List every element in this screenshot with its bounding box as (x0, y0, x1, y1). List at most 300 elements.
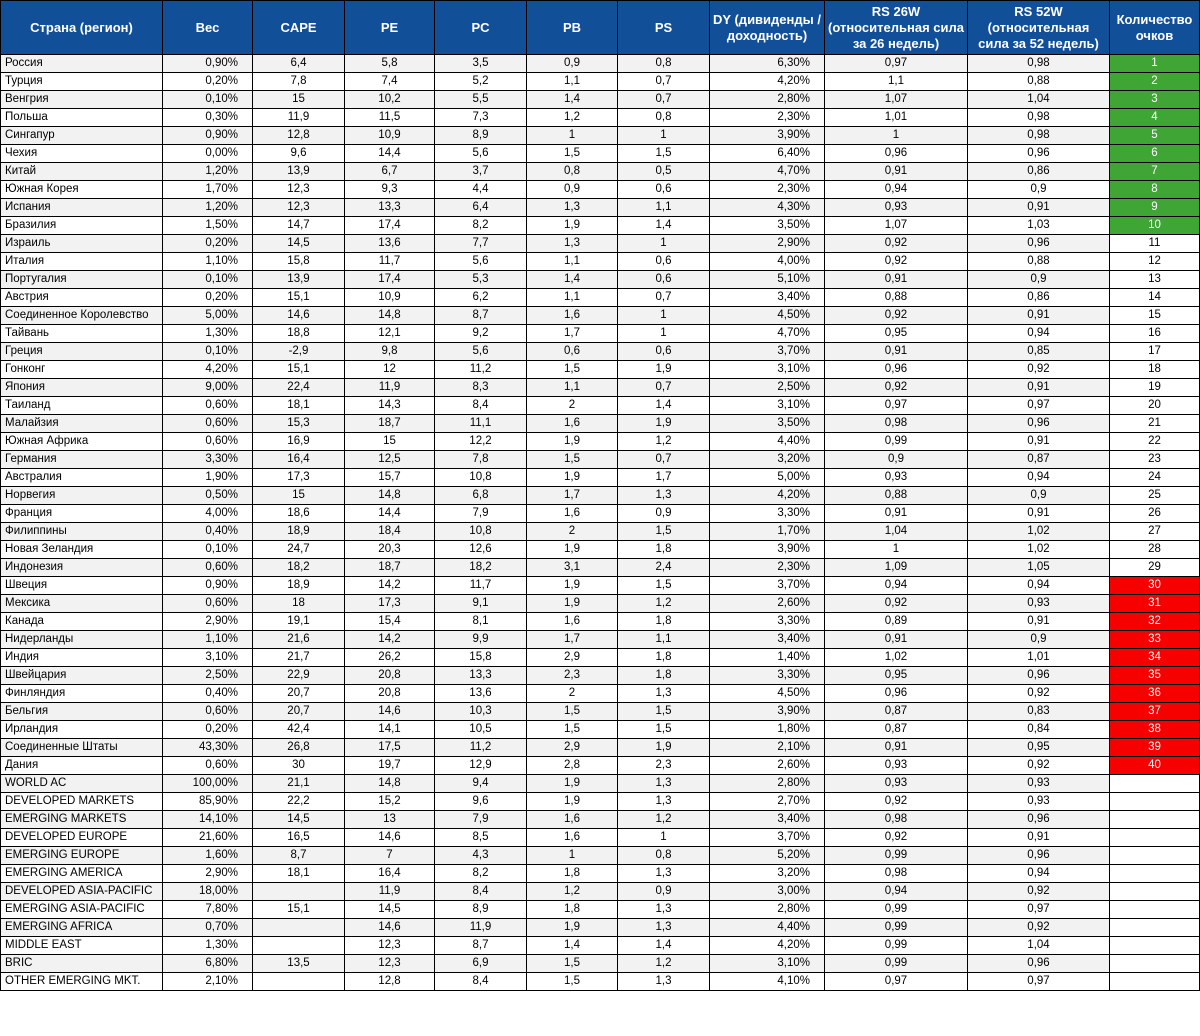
country-cell[interactable]: Финляндия (1, 685, 163, 703)
weight-cell[interactable]: 6,80% (163, 955, 253, 973)
weight-cell[interactable]: 0,20% (163, 73, 253, 91)
rs26-cell[interactable]: 1,04 (825, 523, 968, 541)
pe-cell[interactable]: 14,8 (345, 775, 435, 793)
pb-cell[interactable]: 1,4 (527, 271, 618, 289)
country-cell[interactable]: Чехия (1, 145, 163, 163)
pe-cell[interactable]: 12,8 (345, 973, 435, 991)
col-header-ps[interactable]: PS (618, 1, 710, 55)
pc-cell[interactable]: 5,6 (435, 145, 527, 163)
rs26-cell[interactable]: 0,88 (825, 289, 968, 307)
weight-cell[interactable]: 0,60% (163, 415, 253, 433)
pe-cell[interactable]: 15,2 (345, 793, 435, 811)
rs52-cell[interactable]: 0,91 (968, 199, 1110, 217)
rs26-cell[interactable]: 1,1 (825, 73, 968, 91)
country-cell[interactable]: Филиппины (1, 523, 163, 541)
weight-cell[interactable]: 3,10% (163, 649, 253, 667)
country-cell[interactable]: Соединенное Королевство (1, 307, 163, 325)
pb-cell[interactable]: 2 (527, 397, 618, 415)
rs52-cell[interactable]: 0,86 (968, 289, 1110, 307)
pc-cell[interactable]: 4,3 (435, 847, 527, 865)
ps-cell[interactable]: 1,7 (618, 469, 710, 487)
pb-cell[interactable]: 1,5 (527, 361, 618, 379)
rs52-cell[interactable]: 1,05 (968, 559, 1110, 577)
cape-cell[interactable]: 30 (253, 757, 345, 775)
rs52-cell[interactable]: 1,03 (968, 217, 1110, 235)
score-cell[interactable]: 4 (1110, 109, 1200, 127)
rs52-cell[interactable]: 0,88 (968, 253, 1110, 271)
cape-cell[interactable]: 13,5 (253, 955, 345, 973)
dy-cell[interactable]: 5,00% (710, 469, 825, 487)
pc-cell[interactable]: 5,2 (435, 73, 527, 91)
dy-cell[interactable]: 4,10% (710, 973, 825, 991)
rs26-cell[interactable]: 0,91 (825, 343, 968, 361)
score-cell[interactable]: 14 (1110, 289, 1200, 307)
rs26-cell[interactable]: 0,93 (825, 775, 968, 793)
pb-cell[interactable]: 1,6 (527, 811, 618, 829)
pb-cell[interactable]: 0,6 (527, 343, 618, 361)
weight-cell[interactable]: 0,60% (163, 595, 253, 613)
weight-cell[interactable]: 0,20% (163, 289, 253, 307)
ps-cell[interactable]: 1,9 (618, 415, 710, 433)
cape-cell[interactable] (253, 973, 345, 991)
rs52-cell[interactable]: 0,93 (968, 595, 1110, 613)
rs26-cell[interactable]: 1 (825, 541, 968, 559)
pe-cell[interactable]: 11,7 (345, 253, 435, 271)
pe-cell[interactable]: 17,3 (345, 595, 435, 613)
rs52-cell[interactable]: 0,98 (968, 55, 1110, 73)
rs26-cell[interactable]: 0,94 (825, 181, 968, 199)
pe-cell[interactable]: 18,7 (345, 559, 435, 577)
col-header-dy[interactable]: DY (дивиденды / доходность) (710, 1, 825, 55)
pb-cell[interactable]: 1,8 (527, 901, 618, 919)
cape-cell[interactable]: 24,7 (253, 541, 345, 559)
country-cell[interactable]: Россия (1, 55, 163, 73)
pb-cell[interactable]: 2,3 (527, 667, 618, 685)
weight-cell[interactable]: 2,90% (163, 865, 253, 883)
dy-cell[interactable]: 3,90% (710, 541, 825, 559)
ps-cell[interactable]: 1,1 (618, 199, 710, 217)
pc-cell[interactable]: 8,3 (435, 379, 527, 397)
cape-cell[interactable]: 19,1 (253, 613, 345, 631)
pc-cell[interactable]: 8,2 (435, 865, 527, 883)
ps-cell[interactable]: 1,5 (618, 145, 710, 163)
pe-cell[interactable]: 15,4 (345, 613, 435, 631)
country-cell[interactable]: Польша (1, 109, 163, 127)
cape-cell[interactable]: 26,8 (253, 739, 345, 757)
dy-cell[interactable]: 5,20% (710, 847, 825, 865)
weight-cell[interactable]: 1,70% (163, 181, 253, 199)
cape-cell[interactable]: 14,6 (253, 307, 345, 325)
weight-cell[interactable]: 2,10% (163, 973, 253, 991)
country-cell[interactable]: Малайзия (1, 415, 163, 433)
dy-cell[interactable]: 4,40% (710, 433, 825, 451)
ps-cell[interactable]: 1,5 (618, 703, 710, 721)
weight-cell[interactable]: 1,50% (163, 217, 253, 235)
country-cell[interactable]: Швейцария (1, 667, 163, 685)
score-cell[interactable]: 12 (1110, 253, 1200, 271)
dy-cell[interactable]: 4,30% (710, 199, 825, 217)
score-cell[interactable]: 34 (1110, 649, 1200, 667)
cape-cell[interactable] (253, 919, 345, 937)
rs26-cell[interactable]: 0,92 (825, 379, 968, 397)
pc-cell[interactable]: 5,5 (435, 91, 527, 109)
rs52-cell[interactable]: 0,9 (968, 631, 1110, 649)
pb-cell[interactable]: 1,5 (527, 145, 618, 163)
rs52-cell[interactable]: 0,95 (968, 739, 1110, 757)
cape-cell[interactable]: 6,4 (253, 55, 345, 73)
score-cell[interactable] (1110, 937, 1200, 955)
weight-cell[interactable]: 5,00% (163, 307, 253, 325)
country-cell[interactable]: Мексика (1, 595, 163, 613)
pe-cell[interactable]: 7 (345, 847, 435, 865)
rs52-cell[interactable]: 0,86 (968, 163, 1110, 181)
weight-cell[interactable]: 85,90% (163, 793, 253, 811)
dy-cell[interactable]: 3,50% (710, 415, 825, 433)
weight-cell[interactable]: 9,00% (163, 379, 253, 397)
weight-cell[interactable]: 0,20% (163, 235, 253, 253)
ps-cell[interactable]: 1,2 (618, 955, 710, 973)
cape-cell[interactable]: 12,3 (253, 199, 345, 217)
cape-cell[interactable]: 18,8 (253, 325, 345, 343)
score-cell[interactable]: 18 (1110, 361, 1200, 379)
rs26-cell[interactable]: 0,88 (825, 487, 968, 505)
dy-cell[interactable]: 3,50% (710, 217, 825, 235)
country-cell[interactable]: Гонконг (1, 361, 163, 379)
cape-cell[interactable]: 20,7 (253, 685, 345, 703)
weight-cell[interactable]: 0,60% (163, 397, 253, 415)
ps-cell[interactable]: 1,8 (618, 613, 710, 631)
cape-cell[interactable]: 7,8 (253, 73, 345, 91)
cape-cell[interactable]: 15,1 (253, 361, 345, 379)
pb-cell[interactable]: 1,3 (527, 199, 618, 217)
pe-cell[interactable]: 20,8 (345, 667, 435, 685)
dy-cell[interactable]: 2,90% (710, 235, 825, 253)
rs26-cell[interactable]: 0,99 (825, 937, 968, 955)
country-cell[interactable]: DEVELOPED MARKETS (1, 793, 163, 811)
score-cell[interactable] (1110, 847, 1200, 865)
ps-cell[interactable]: 1,4 (618, 217, 710, 235)
weight-cell[interactable]: 0,60% (163, 703, 253, 721)
pb-cell[interactable]: 1,9 (527, 919, 618, 937)
dy-cell[interactable]: 2,30% (710, 181, 825, 199)
cape-cell[interactable]: 15,1 (253, 901, 345, 919)
pc-cell[interactable]: 10,3 (435, 703, 527, 721)
pe-cell[interactable]: 14,6 (345, 919, 435, 937)
pe-cell[interactable]: 14,5 (345, 901, 435, 919)
pc-cell[interactable]: 7,9 (435, 811, 527, 829)
rs52-cell[interactable]: 0,91 (968, 379, 1110, 397)
score-cell[interactable]: 16 (1110, 325, 1200, 343)
ps-cell[interactable]: 0,7 (618, 73, 710, 91)
rs52-cell[interactable]: 0,96 (968, 847, 1110, 865)
country-cell[interactable]: Испания (1, 199, 163, 217)
pe-cell[interactable]: 14,1 (345, 721, 435, 739)
rs26-cell[interactable]: 0,98 (825, 865, 968, 883)
weight-cell[interactable]: 1,20% (163, 163, 253, 181)
cape-cell[interactable]: 22,4 (253, 379, 345, 397)
rs26-cell[interactable]: 0,96 (825, 145, 968, 163)
rs52-cell[interactable]: 0,97 (968, 901, 1110, 919)
ps-cell[interactable]: 0,8 (618, 109, 710, 127)
score-cell[interactable]: 19 (1110, 379, 1200, 397)
weight-cell[interactable]: 0,50% (163, 487, 253, 505)
ps-cell[interactable]: 0,6 (618, 181, 710, 199)
cape-cell[interactable]: 8,7 (253, 847, 345, 865)
pb-cell[interactable]: 1,1 (527, 379, 618, 397)
cape-cell[interactable]: 18,9 (253, 523, 345, 541)
country-cell[interactable]: EMERGING EUROPE (1, 847, 163, 865)
country-cell[interactable]: Сингапур (1, 127, 163, 145)
pc-cell[interactable]: 5,3 (435, 271, 527, 289)
weight-cell[interactable]: 1,10% (163, 253, 253, 271)
pb-cell[interactable]: 1,6 (527, 613, 618, 631)
pb-cell[interactable]: 1,3 (527, 235, 618, 253)
dy-cell[interactable]: 2,30% (710, 559, 825, 577)
weight-cell[interactable]: 1,10% (163, 631, 253, 649)
pc-cell[interactable]: 8,1 (435, 613, 527, 631)
pb-cell[interactable]: 1,1 (527, 289, 618, 307)
country-cell[interactable]: Индия (1, 649, 163, 667)
pe-cell[interactable]: 10,2 (345, 91, 435, 109)
score-cell[interactable] (1110, 793, 1200, 811)
dy-cell[interactable]: 6,30% (710, 55, 825, 73)
cape-cell[interactable]: 16,5 (253, 829, 345, 847)
pc-cell[interactable]: 9,6 (435, 793, 527, 811)
dy-cell[interactable]: 3,30% (710, 613, 825, 631)
pb-cell[interactable]: 1 (527, 847, 618, 865)
rs26-cell[interactable]: 0,93 (825, 199, 968, 217)
ps-cell[interactable]: 1,3 (618, 901, 710, 919)
pb-cell[interactable]: 1,9 (527, 541, 618, 559)
rs52-cell[interactable]: 0,96 (968, 955, 1110, 973)
cape-cell[interactable]: 15,3 (253, 415, 345, 433)
rs52-cell[interactable]: 0,9 (968, 181, 1110, 199)
rs26-cell[interactable]: 0,99 (825, 955, 968, 973)
pe-cell[interactable]: 14,2 (345, 577, 435, 595)
pe-cell[interactable]: 13 (345, 811, 435, 829)
pb-cell[interactable]: 1,4 (527, 937, 618, 955)
score-cell[interactable] (1110, 775, 1200, 793)
cape-cell[interactable]: 21,7 (253, 649, 345, 667)
rs52-cell[interactable]: 1,04 (968, 937, 1110, 955)
dy-cell[interactable]: 2,50% (710, 379, 825, 397)
pc-cell[interactable]: 11,2 (435, 361, 527, 379)
rs26-cell[interactable]: 1 (825, 127, 968, 145)
rs52-cell[interactable]: 0,96 (968, 145, 1110, 163)
weight-cell[interactable]: 0,20% (163, 721, 253, 739)
rs52-cell[interactable]: 1,01 (968, 649, 1110, 667)
pb-cell[interactable]: 1,5 (527, 973, 618, 991)
pc-cell[interactable]: 8,7 (435, 307, 527, 325)
country-cell[interactable]: EMERGING AFRICA (1, 919, 163, 937)
dy-cell[interactable]: 1,70% (710, 523, 825, 541)
pb-cell[interactable]: 1,6 (527, 307, 618, 325)
pb-cell[interactable]: 0,9 (527, 181, 618, 199)
pb-cell[interactable]: 1,9 (527, 595, 618, 613)
cape-cell[interactable]: 16,9 (253, 433, 345, 451)
pc-cell[interactable]: 6,9 (435, 955, 527, 973)
pc-cell[interactable]: 8,4 (435, 397, 527, 415)
rs26-cell[interactable]: 0,97 (825, 55, 968, 73)
pb-cell[interactable]: 1,9 (527, 433, 618, 451)
ps-cell[interactable]: 0,9 (618, 505, 710, 523)
ps-cell[interactable]: 0,6 (618, 253, 710, 271)
pc-cell[interactable]: 8,9 (435, 901, 527, 919)
dy-cell[interactable]: 2,10% (710, 739, 825, 757)
score-cell[interactable]: 6 (1110, 145, 1200, 163)
pe-cell[interactable]: 12,5 (345, 451, 435, 469)
cape-cell[interactable]: 16,4 (253, 451, 345, 469)
pb-cell[interactable]: 1,6 (527, 415, 618, 433)
pc-cell[interactable]: 3,5 (435, 55, 527, 73)
weight-cell[interactable]: 2,90% (163, 613, 253, 631)
cape-cell[interactable]: 18,1 (253, 397, 345, 415)
pc-cell[interactable]: 8,9 (435, 127, 527, 145)
ps-cell[interactable]: 2,3 (618, 757, 710, 775)
score-cell[interactable]: 3 (1110, 91, 1200, 109)
score-cell[interactable]: 20 (1110, 397, 1200, 415)
cape-cell[interactable]: 18 (253, 595, 345, 613)
country-cell[interactable]: Австрия (1, 289, 163, 307)
score-cell[interactable] (1110, 811, 1200, 829)
pb-cell[interactable]: 2,9 (527, 649, 618, 667)
rs52-cell[interactable]: 0,88 (968, 73, 1110, 91)
cape-cell[interactable]: 22,9 (253, 667, 345, 685)
rs26-cell[interactable]: 0,9 (825, 451, 968, 469)
pb-cell[interactable]: 1,8 (527, 865, 618, 883)
score-cell[interactable]: 15 (1110, 307, 1200, 325)
rs26-cell[interactable]: 0,99 (825, 433, 968, 451)
score-cell[interactable]: 39 (1110, 739, 1200, 757)
rs26-cell[interactable]: 1,02 (825, 649, 968, 667)
cape-cell[interactable]: 18,1 (253, 865, 345, 883)
dy-cell[interactable]: 4,20% (710, 487, 825, 505)
rs26-cell[interactable]: 0,91 (825, 505, 968, 523)
col-header-rs52[interactable]: RS 52W (относительная сила за 52 недель) (968, 1, 1110, 55)
score-cell[interactable]: 7 (1110, 163, 1200, 181)
pc-cell[interactable]: 7,3 (435, 109, 527, 127)
pe-cell[interactable]: 16,4 (345, 865, 435, 883)
ps-cell[interactable]: 1,2 (618, 433, 710, 451)
rs52-cell[interactable]: 0,91 (968, 613, 1110, 631)
country-cell[interactable]: BRIC (1, 955, 163, 973)
rs26-cell[interactable]: 0,94 (825, 577, 968, 595)
weight-cell[interactable]: 1,30% (163, 325, 253, 343)
weight-cell[interactable]: 2,50% (163, 667, 253, 685)
dy-cell[interactable]: 5,10% (710, 271, 825, 289)
rs52-cell[interactable]: 0,98 (968, 127, 1110, 145)
pc-cell[interactable]: 11,9 (435, 919, 527, 937)
score-cell[interactable] (1110, 829, 1200, 847)
country-cell[interactable]: Южная Корея (1, 181, 163, 199)
ps-cell[interactable]: 1,3 (618, 973, 710, 991)
pc-cell[interactable]: 6,2 (435, 289, 527, 307)
dy-cell[interactable]: 3,90% (710, 703, 825, 721)
cape-cell[interactable]: 18,2 (253, 559, 345, 577)
pe-cell[interactable]: 11,9 (345, 883, 435, 901)
pe-cell[interactable]: 11,5 (345, 109, 435, 127)
ps-cell[interactable]: 1,8 (618, 649, 710, 667)
cape-cell[interactable]: 12,3 (253, 181, 345, 199)
ps-cell[interactable]: 0,8 (618, 55, 710, 73)
rs26-cell[interactable]: 1,09 (825, 559, 968, 577)
dy-cell[interactable]: 4,20% (710, 73, 825, 91)
pe-cell[interactable]: 26,2 (345, 649, 435, 667)
rs52-cell[interactable]: 0,92 (968, 685, 1110, 703)
dy-cell[interactable]: 2,70% (710, 793, 825, 811)
country-cell[interactable]: Канада (1, 613, 163, 631)
score-cell[interactable]: 10 (1110, 217, 1200, 235)
score-cell[interactable] (1110, 973, 1200, 991)
score-cell[interactable]: 5 (1110, 127, 1200, 145)
rs52-cell[interactable]: 1,02 (968, 541, 1110, 559)
score-cell[interactable] (1110, 883, 1200, 901)
cape-cell[interactable]: 17,3 (253, 469, 345, 487)
rs52-cell[interactable]: 0,94 (968, 325, 1110, 343)
pb-cell[interactable]: 1,5 (527, 703, 618, 721)
ps-cell[interactable]: 0,6 (618, 343, 710, 361)
score-cell[interactable]: 40 (1110, 757, 1200, 775)
pb-cell[interactable]: 1,9 (527, 577, 618, 595)
rs52-cell[interactable]: 0,92 (968, 757, 1110, 775)
dy-cell[interactable]: 4,00% (710, 253, 825, 271)
cape-cell[interactable]: 42,4 (253, 721, 345, 739)
score-cell[interactable]: 22 (1110, 433, 1200, 451)
dy-cell[interactable]: 4,40% (710, 919, 825, 937)
pe-cell[interactable]: 20,8 (345, 685, 435, 703)
ps-cell[interactable]: 0,6 (618, 271, 710, 289)
ps-cell[interactable]: 1,4 (618, 397, 710, 415)
cape-cell[interactable]: 12,8 (253, 127, 345, 145)
country-cell[interactable]: Китай (1, 163, 163, 181)
country-cell[interactable]: Соединенные Штаты (1, 739, 163, 757)
country-cell[interactable]: Греция (1, 343, 163, 361)
pc-cell[interactable]: 10,8 (435, 523, 527, 541)
dy-cell[interactable]: 2,80% (710, 91, 825, 109)
dy-cell[interactable]: 3,20% (710, 865, 825, 883)
rs52-cell[interactable]: 0,91 (968, 829, 1110, 847)
ps-cell[interactable]: 1 (618, 235, 710, 253)
pc-cell[interactable]: 7,8 (435, 451, 527, 469)
pc-cell[interactable]: 9,2 (435, 325, 527, 343)
weight-cell[interactable]: 0,00% (163, 145, 253, 163)
country-cell[interactable]: Венгрия (1, 91, 163, 109)
weight-cell[interactable]: 0,60% (163, 757, 253, 775)
pb-cell[interactable]: 1,9 (527, 469, 618, 487)
rs26-cell[interactable]: 1,07 (825, 91, 968, 109)
ps-cell[interactable]: 0,7 (618, 379, 710, 397)
dy-cell[interactable]: 2,60% (710, 757, 825, 775)
ps-cell[interactable]: 1 (618, 307, 710, 325)
weight-cell[interactable]: 0,60% (163, 433, 253, 451)
score-cell[interactable] (1110, 901, 1200, 919)
rs26-cell[interactable]: 0,98 (825, 415, 968, 433)
rs26-cell[interactable]: 0,97 (825, 973, 968, 991)
rs26-cell[interactable]: 0,96 (825, 361, 968, 379)
score-cell[interactable]: 37 (1110, 703, 1200, 721)
pc-cell[interactable]: 11,1 (435, 415, 527, 433)
weight-cell[interactable]: 21,60% (163, 829, 253, 847)
pb-cell[interactable]: 1,1 (527, 73, 618, 91)
cape-cell[interactable]: 15 (253, 91, 345, 109)
score-cell[interactable]: 28 (1110, 541, 1200, 559)
dy-cell[interactable]: 3,40% (710, 631, 825, 649)
pe-cell[interactable]: 14,6 (345, 703, 435, 721)
rs26-cell[interactable]: 0,92 (825, 253, 968, 271)
cape-cell[interactable]: 15,1 (253, 289, 345, 307)
pe-cell[interactable]: 12 (345, 361, 435, 379)
country-cell[interactable]: Бразилия (1, 217, 163, 235)
